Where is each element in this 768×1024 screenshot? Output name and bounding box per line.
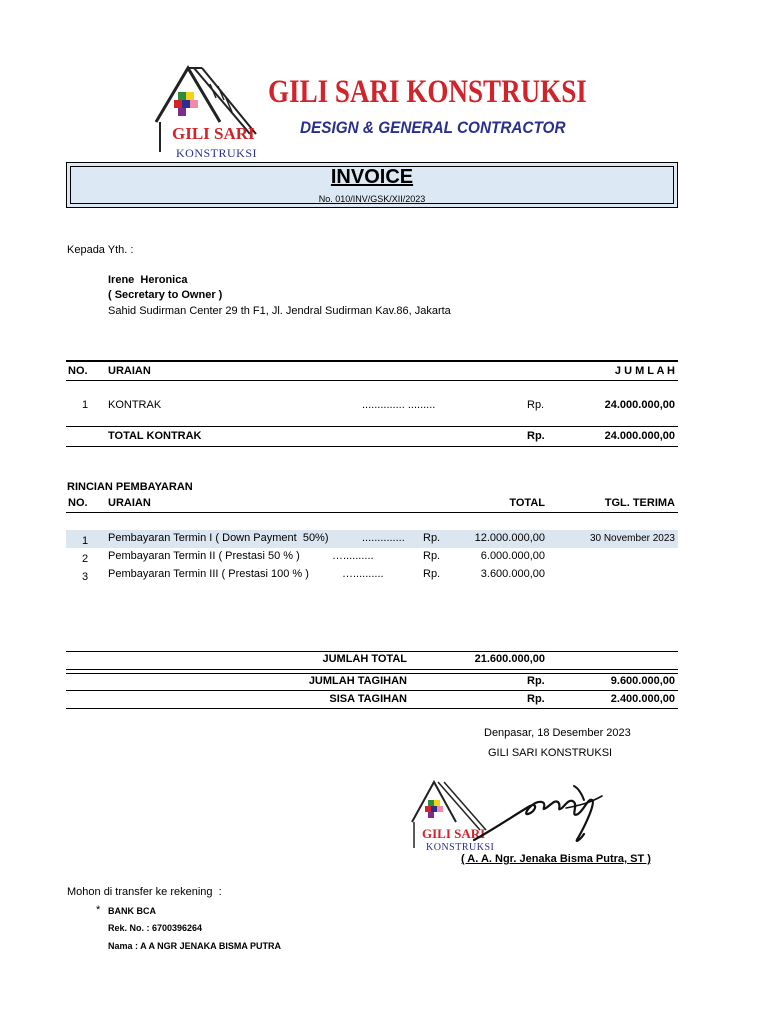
company-logo bbox=[150, 62, 587, 162]
table-top-rule bbox=[66, 360, 678, 362]
pay-row-dots: ….......... bbox=[342, 568, 384, 580]
pay-row-date: 30 November 2023 bbox=[589, 533, 675, 544]
row-amount: 24.000.000,00 bbox=[604, 399, 675, 411]
table-header-rule bbox=[66, 380, 678, 381]
payments-section-title: RINCIAN PEMBAYARAN bbox=[67, 481, 193, 493]
pay-row-desc: Pembayaran Termin I ( Down Payment 50%) bbox=[108, 532, 329, 544]
logo-sub: KONSTRUKSI bbox=[176, 146, 258, 160]
bank-name: BANK BCA bbox=[108, 906, 156, 916]
total-bottom-rule bbox=[66, 446, 678, 447]
sisa-tagihan-label: SISA TAGIHAN bbox=[329, 693, 407, 705]
pay-col-header-no: NO. bbox=[68, 497, 88, 509]
pay-row-desc: Pembayaran Termin III ( Prestasi 100 % ) bbox=[108, 568, 309, 580]
total-contract-amount: 24.000.000,00 bbox=[604, 430, 675, 442]
total-contract-currency: Rp. bbox=[527, 430, 545, 442]
recipient-role: ( Secretary to Owner ) bbox=[108, 289, 223, 301]
recipient-address: Sahid Sudirman Center 29 th F1, Jl. Jendral Sudirman Kav.86, Jakarta bbox=[108, 305, 451, 317]
summary-rule-2 bbox=[66, 669, 678, 670]
stamp-logo-name: GILI SARI bbox=[422, 826, 486, 841]
col-header-no: NO. bbox=[68, 365, 88, 377]
sisa-tagihan-amount: 2.400.000,00 bbox=[610, 693, 675, 705]
pay-col-header-desc: URAIAN bbox=[108, 497, 151, 509]
invoice-header-box bbox=[66, 162, 678, 208]
jumlah-total-amount: 21.600.000,00 bbox=[474, 653, 545, 665]
signature-company: GILI SARI KONSTRUKSI bbox=[488, 747, 613, 759]
col-header-amount: J U M L A H bbox=[614, 365, 675, 377]
summary-bottom-rule bbox=[66, 708, 678, 709]
pay-row-dots: .............. bbox=[362, 532, 405, 544]
handwritten-signature bbox=[466, 778, 616, 848]
row-no: 1 bbox=[82, 399, 89, 411]
pay-header-rule bbox=[66, 512, 678, 513]
pay-row-amount: 6.000.000,00 bbox=[480, 550, 545, 562]
pay-row-currency: Rp. bbox=[423, 568, 441, 580]
jumlah-tagihan-amount: 9.600.000,00 bbox=[610, 675, 675, 687]
jumlah-tagihan-label: JUMLAH TAGIHAN bbox=[308, 675, 407, 687]
company-tagline: DESIGN & GENERAL CONTRACTOR bbox=[300, 118, 566, 137]
jumlah-total-label: JUMLAH TOTAL bbox=[322, 653, 407, 665]
greeting: Kepada Yth. : bbox=[67, 244, 134, 256]
row-desc: KONTRAK bbox=[108, 399, 162, 411]
pay-row-currency: Rp. bbox=[423, 532, 441, 544]
pay-row-desc: Pembayaran Termin II ( Prestasi 50 % ) bbox=[108, 550, 300, 562]
summary-rule-4 bbox=[66, 690, 678, 691]
logo-name: GILI SARI bbox=[172, 124, 255, 143]
pay-row-no: 2 bbox=[82, 553, 89, 565]
invoice-title: INVOICE bbox=[330, 166, 414, 188]
summary-rule-3 bbox=[66, 673, 678, 674]
total-rule bbox=[66, 426, 678, 427]
stamp-logo-sub: KONSTRUKSI bbox=[426, 842, 495, 853]
row-dots: .............. ......... bbox=[362, 399, 436, 411]
row-currency: Rp. bbox=[527, 399, 545, 411]
sisa-tagihan-currency: Rp. bbox=[527, 693, 545, 705]
pay-row-dots: ….......... bbox=[332, 550, 374, 562]
invoice-number: No. 010/INV/GSK/XII/2023 bbox=[318, 194, 426, 204]
pay-col-header-date: TGL. TERIMA bbox=[604, 497, 675, 509]
jumlah-tagihan-currency: Rp. bbox=[527, 675, 545, 687]
pay-row-no: 3 bbox=[82, 571, 89, 583]
company-name: GILI SARI KONSTRUKSI bbox=[268, 74, 587, 110]
account-name: Nama : A A NGR JENAKA BISMA PUTRA bbox=[108, 941, 282, 951]
pay-row-currency: Rp. bbox=[423, 550, 441, 562]
summary-top-rule bbox=[66, 651, 678, 652]
signer-name: ( A. A. Ngr. Jenaka Bisma Putra, ST ) bbox=[461, 853, 651, 865]
recipient-name: Irene Heronica bbox=[108, 274, 188, 286]
col-header-desc: URAIAN bbox=[108, 365, 151, 377]
pay-row-no: 1 bbox=[82, 535, 89, 547]
account-number: Rek. No. : 6700396264 bbox=[108, 923, 203, 933]
pay-col-header-total: TOTAL bbox=[509, 497, 545, 509]
pay-row-amount: 12.000.000,00 bbox=[474, 532, 545, 544]
total-contract-label: TOTAL KONTRAK bbox=[108, 430, 202, 442]
bullet: * bbox=[96, 904, 101, 916]
transfer-note: Mohon di transfer ke rekening : bbox=[67, 886, 222, 898]
place-date: Denpasar, 18 Desember 2023 bbox=[484, 727, 631, 739]
pay-row-amount: 3.600.000,00 bbox=[480, 568, 545, 580]
